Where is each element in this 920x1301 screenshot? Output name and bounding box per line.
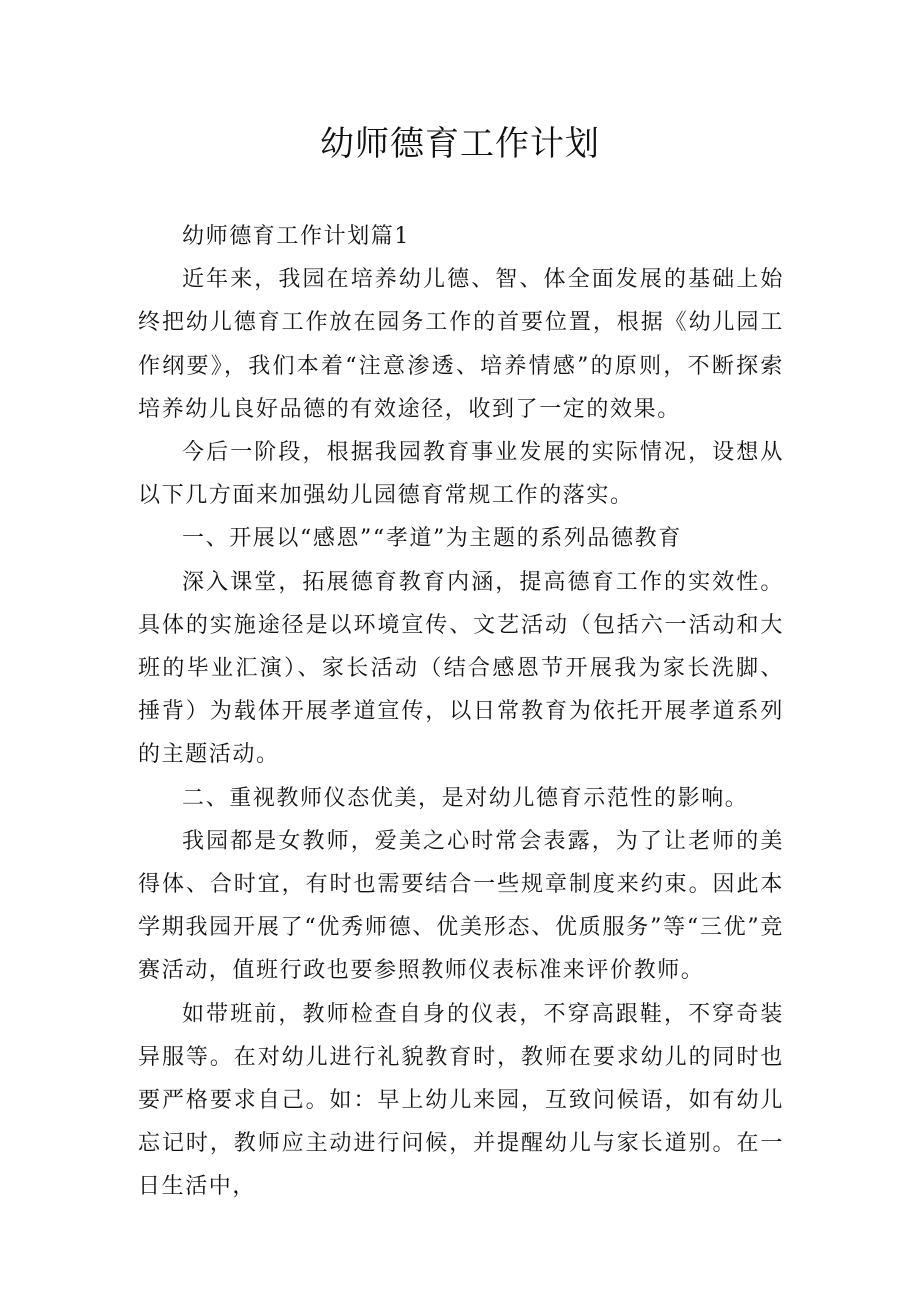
paragraph-plan: 今后一阶段，根据我园教育事业发展的实际情况，设想从以下几方面来加强幼儿园德育常规工作的落实。 — [138, 440, 784, 509]
point-heading-2: 二、重视教师仪态优美，是对幼儿德育示范性的影响。 — [182, 785, 749, 811]
document-body — [138, 215, 784, 1209]
point-heading-1: 一、开展以“感恩”“孝道”为主题的系列品德教育 — [182, 526, 682, 552]
paragraph-example: 如带班前，教师检查自身的仪表，不穿高跟鞋，不穿奇装异服等。在对幼儿进行礼貌教育时，教师在要求幼儿的同时也要严格要求自己。如：早上幼儿来园，互致问候语，如有幼儿忘记时，教师应主动进行问候，并提醒幼儿与家长道别。在一日生活中， — [138, 1001, 784, 1200]
paragraph-intro: 近年来，我园在培养幼儿德、智、体全面发展的基础上始终把幼儿德育工作放在园务工作的首要位置，根据《幼儿园工作纲要》，我们本着“注意渗透、培养情感”的原则，不断探索培养幼儿良好品德的有效途径，收到了一定的效果。 — [138, 267, 784, 422]
paragraph-point-2: 我园都是女教师，爱美之心时常会表露，为了让老师的美得体、合时宜，有时也需要结合一些规章制度来约束。因此本学期我园开展了“优秀师德、优美形态、优质服务”等“三优”竞赛活动，值班行政也要参照教师仪表标准来评价教师。 — [138, 828, 784, 984]
paragraph-point-1: 深入课堂，拓展德育教育内涵，提高德育工作的实效性。具体的实施途径是以环境宣传、文艺活动（包括六一活动和大班的毕业汇演）、家长活动（结合感恩节开展我为家长洗脚、捶背）为载体开展孝道宣传，以日常教育为依托开展孝道系列的主题活动。 — [138, 569, 784, 768]
document-title: 幼师德育工作计划 — [320, 124, 600, 164]
section-heading-1: 幼师德育工作计划篇1 — [182, 224, 410, 249]
